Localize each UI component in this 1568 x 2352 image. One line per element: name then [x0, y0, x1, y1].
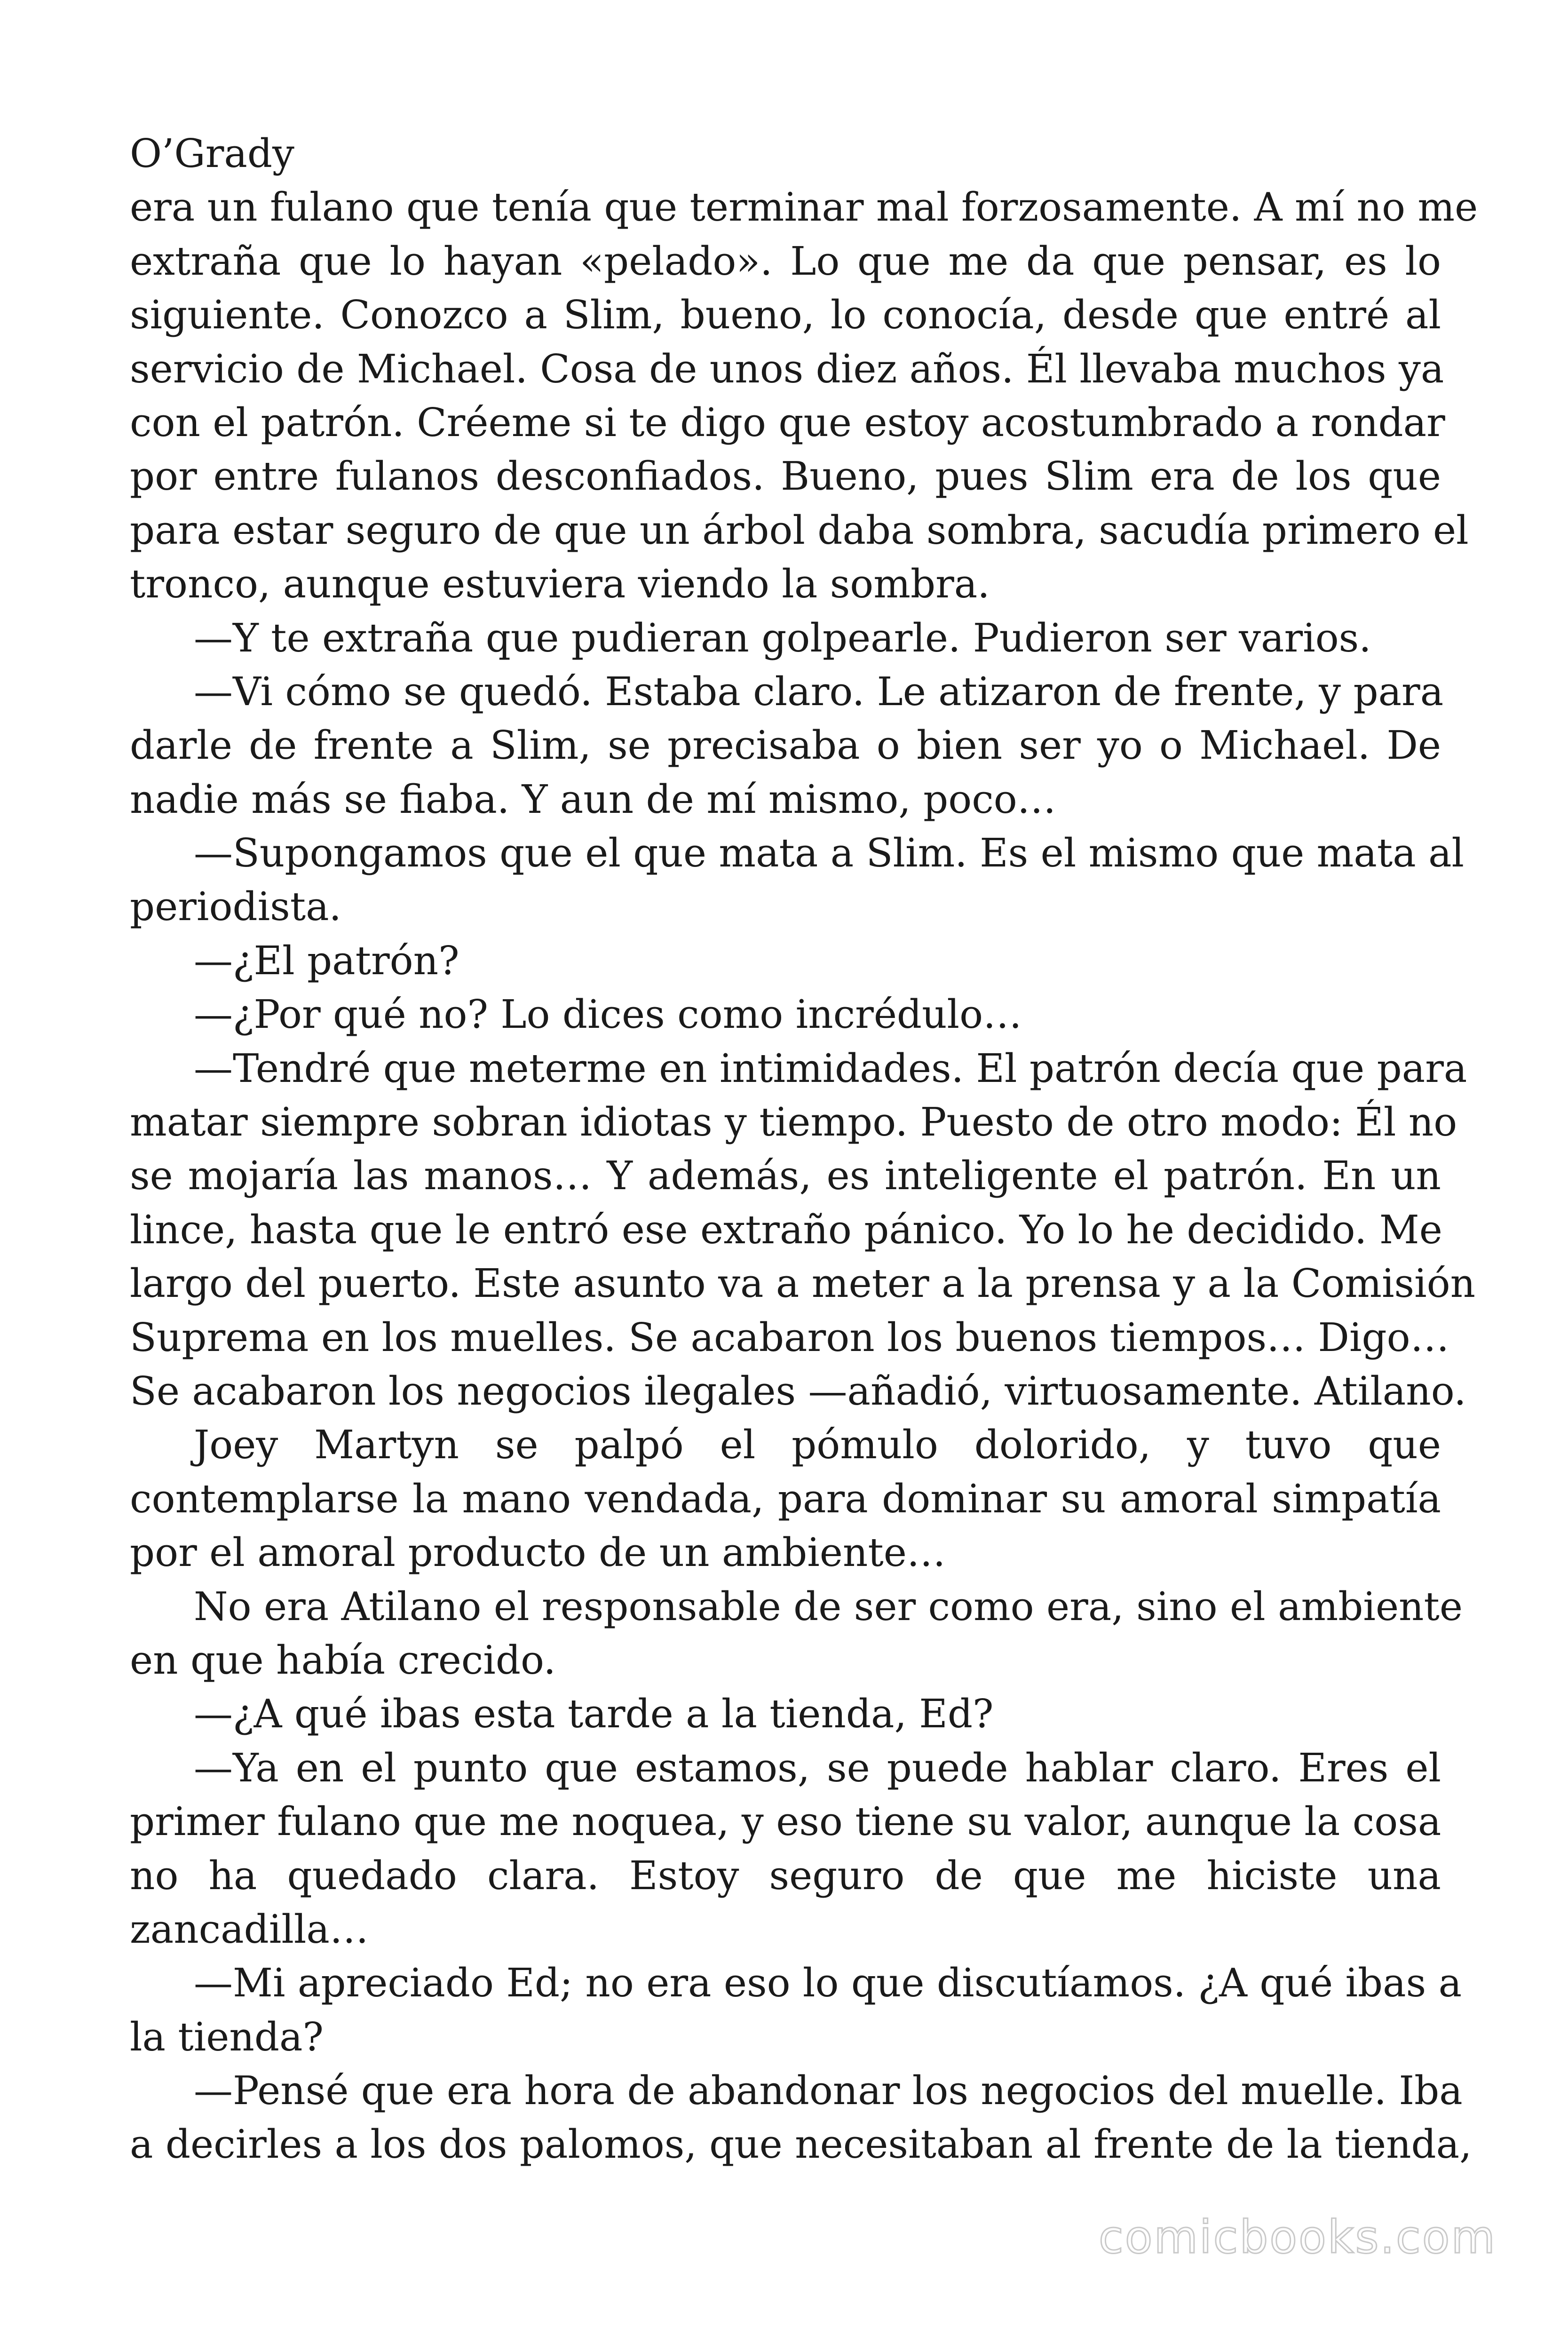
text-line: primer fulano que me noquea, y eso tiene su valor, aunque la cosa — [130, 1799, 1441, 1845]
text-line: —Vi cómo se quedó. Estaba claro. Le atizaron de frente, y para — [194, 668, 1444, 715]
page-body-text — [130, 127, 1478, 2172]
text-line: no ha quedado clara. Estoy seguro de que me hiciste una — [130, 1852, 1441, 1899]
text-line: tronco, aunque estuviera viendo la sombra. — [130, 561, 990, 607]
text-line: darle de frente a Slim, se precisaba o bien ser yo o Michael. De — [130, 723, 1441, 769]
text-line: —Y te extraña que pudieran golpearle. Pudieron ser varios. — [194, 615, 1371, 661]
text-line: matar siempre sobran idiotas y tiempo. Puesto de otro modo: Él no — [130, 1099, 1457, 1145]
text-line: zancadilla… — [130, 1906, 369, 1952]
text-line: con el patrón. Créeme si te digo que estoy acostumbrado a rondar — [130, 399, 1445, 445]
text-line: —Ya en el punto que estamos, se puede hablar claro. Eres el — [194, 1745, 1441, 1791]
text-line: para estar seguro de que un árbol daba sombra, sacudía primero el — [130, 507, 1469, 553]
text-line: Suprema en los muelles. Se acabaron los buenos tiempos… Digo… — [130, 1314, 1449, 1360]
text-line: O’Grady — [130, 131, 294, 176]
watermark: comicbooks.com — [1098, 2211, 1497, 2264]
text-line: —¿El patrón? — [194, 938, 459, 984]
text-line: —Pensé que era hora de abandonar los negocios del muelle. Iba — [194, 2068, 1463, 2114]
text-line: nadie más se fiaba. Y aun de mí mismo, poco… — [130, 776, 1056, 822]
text-line: la tienda? — [130, 2014, 324, 2060]
text-line: por el amoral producto de un ambiente… — [130, 1530, 946, 1576]
text-line: periodista. — [130, 884, 341, 930]
text-line: —Supongamos que el que mata a Slim. Es el mismo que mata al — [194, 830, 1465, 876]
text-line: servicio de Michael. Cosa de unos diez años. Él llevaba muchos ya — [130, 346, 1444, 392]
text-line: a decirles a los dos palomos, que necesitaban al frente de la tienda, — [130, 2122, 1472, 2168]
text-line: se mojaría las manos… Y además, es inteligente el patrón. En un — [130, 1153, 1441, 1199]
text-line: extraña que lo hayan «pelado». Lo que me da que pensar, es lo — [130, 238, 1441, 284]
text-line: —¿Por qué no? Lo dices como incrédulo… — [194, 992, 1022, 1038]
text-line: contemplarse la mano vendada, para dominar su amoral simpatía — [130, 1476, 1441, 1522]
text-line: No era Atilano el responsable de ser como era, sino el ambiente — [194, 1583, 1463, 1629]
text-line: por entre fulanos desconfiados. Bueno, pues Slim era de los que — [130, 453, 1441, 500]
text-line: largo del puerto. Este asunto va a meter a la prensa y a la Comisión — [130, 1261, 1476, 1307]
text-line: siguiente. Conozco a Slim, bueno, lo conocía, desde que entré al — [130, 292, 1441, 338]
text-line: lince, hasta que le entró ese extraño pánico. Yo lo he decidido. Me — [130, 1207, 1442, 1253]
text-line: Se acabaron los negocios ilegales —añadió, virtuosamente. Atilano. — [130, 1368, 1466, 1414]
text-line: Joey Martyn se palpó el pómulo dolorido, y tuvo que — [194, 1422, 1441, 1468]
text-line: en que había crecido. — [130, 1637, 556, 1683]
text-line: era un fulano que tenía que terminar mal forzosamente. A mí no me — [130, 184, 1478, 230]
text-line: —Tendré que meterme en intimidades. El patrón decía que para — [194, 1045, 1467, 1091]
text-line: —¿A qué ibas esta tarde a la tienda, Ed? — [194, 1691, 994, 1737]
text-line: —Mi apreciado Ed; no era eso lo que discutíamos. ¿A qué ibas a — [194, 1960, 1462, 2006]
